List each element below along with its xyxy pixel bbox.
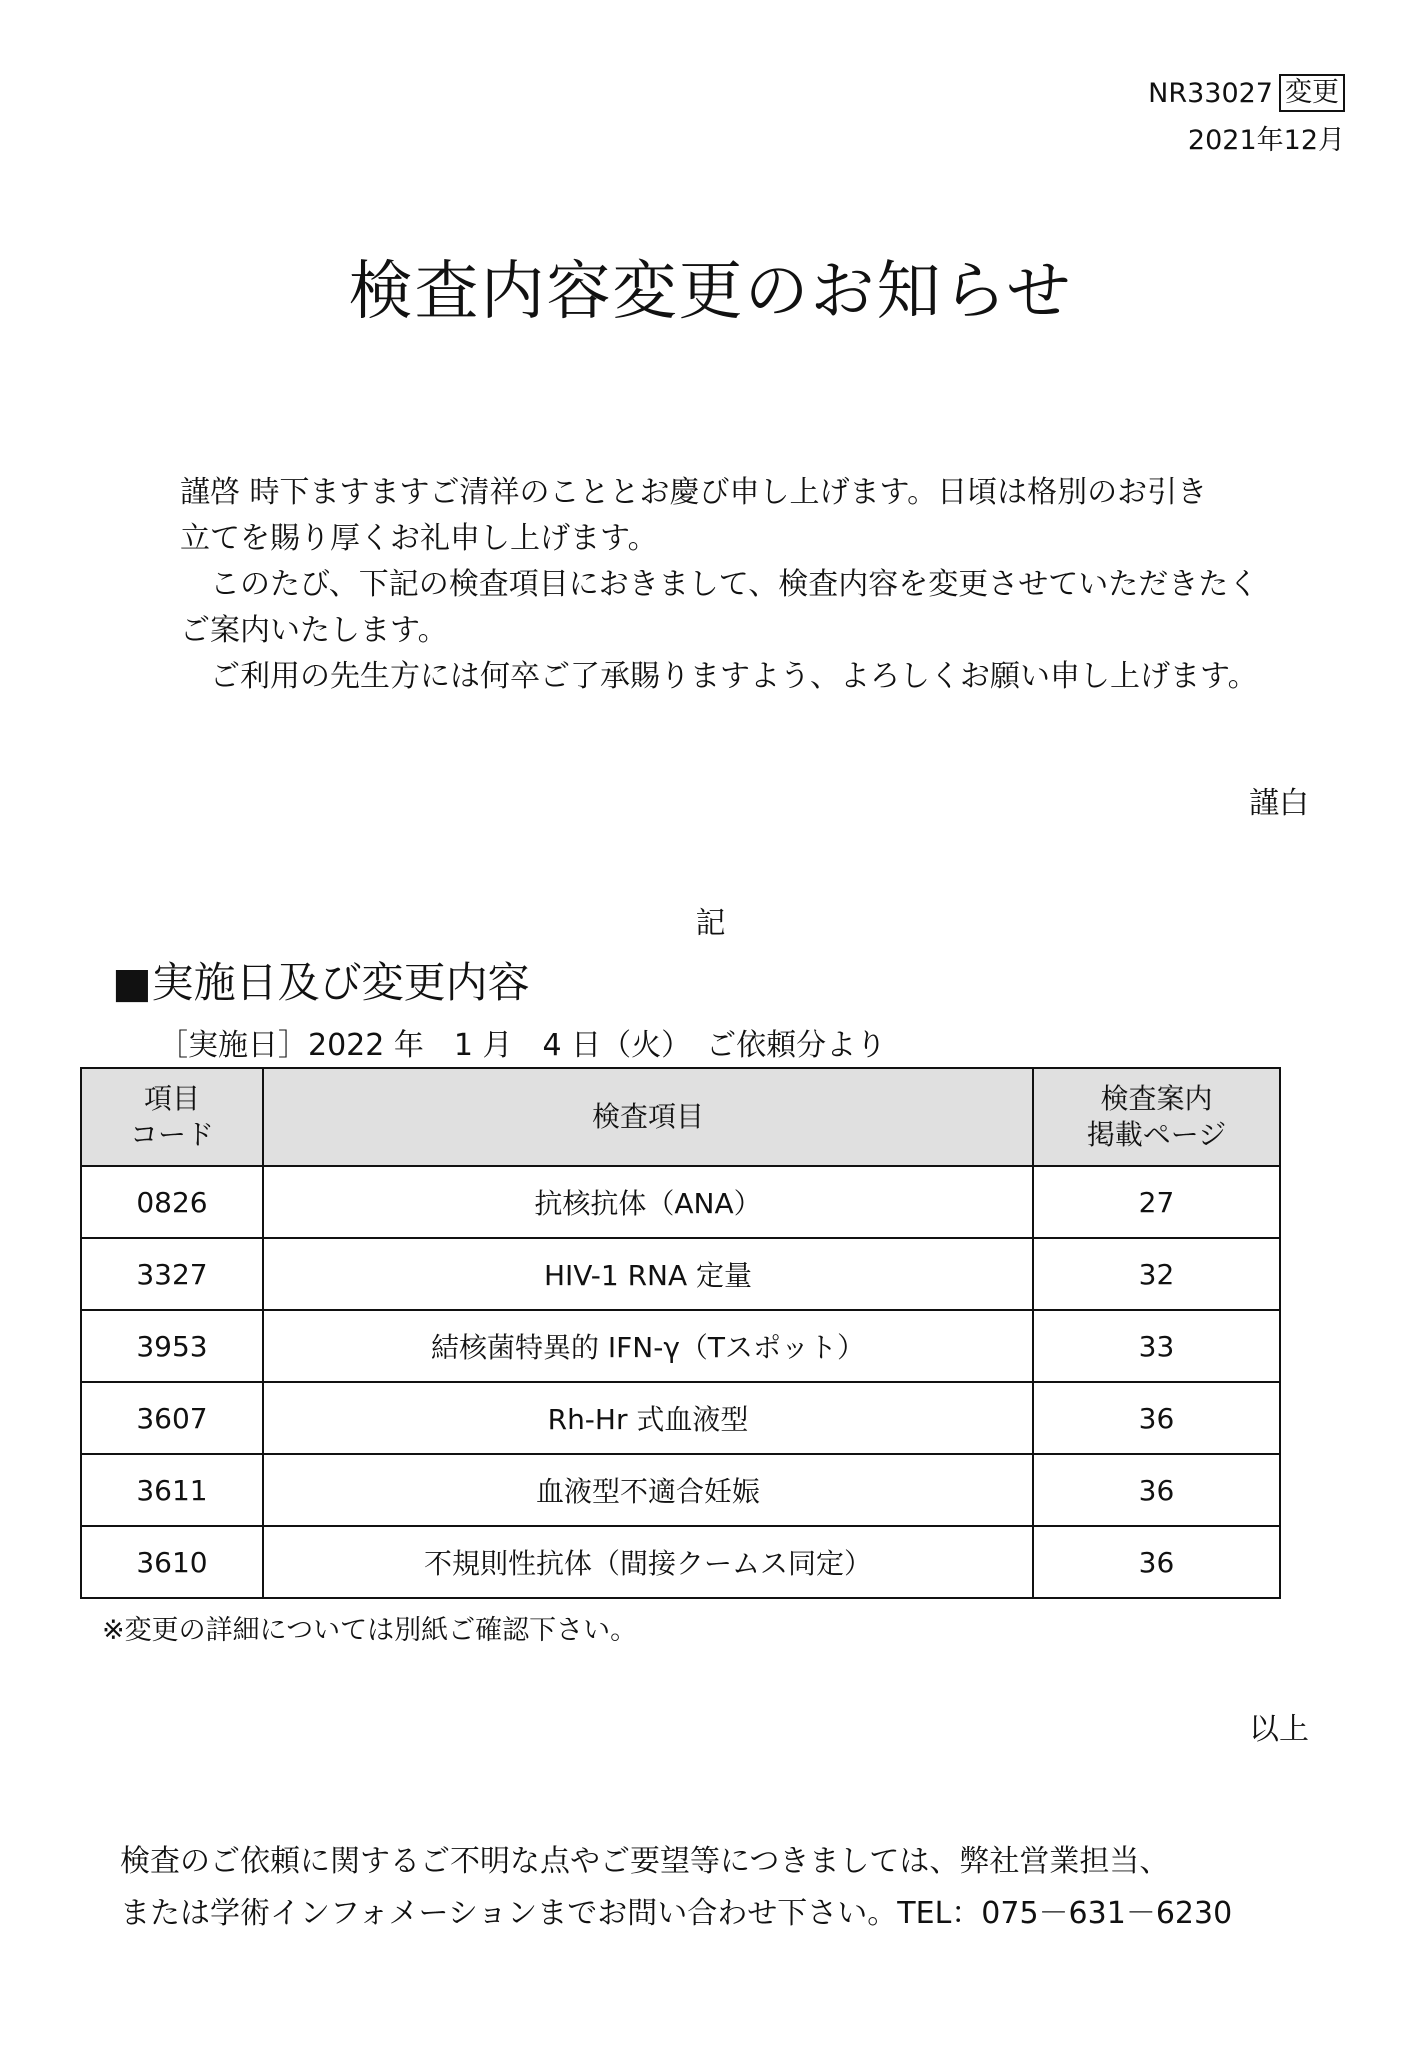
header-page	[1033, 1068, 1280, 1166]
test-change-table	[80, 1067, 1281, 1599]
issue-date: 2021年12月	[1187, 125, 1345, 156]
contact-line-1: 検査のご依頼に関するご不明な点やご要望等につきましては、弊社営業担当、	[120, 1844, 1170, 1879]
section-heading: ■実施日及び変更内容	[112, 958, 530, 1007]
closing-word: 謹白	[1249, 786, 1309, 821]
row-item: Rh-Hr 式血液型	[263, 1382, 1033, 1454]
header-item: 検査項目	[263, 1068, 1033, 1166]
table-row	[81, 1238, 1280, 1310]
contact-line-2: または学術インフォメーションまでお問い合わせ下さい。TEL：075－631－6230	[120, 1896, 1233, 1931]
row-item: 不規則性抗体（間接クームス同定）	[263, 1526, 1033, 1598]
table-row	[81, 1526, 1280, 1598]
document-number	[1148, 74, 1345, 112]
header-page-line-1: 検査案内	[1100, 1082, 1213, 1115]
row-page: 27	[1033, 1166, 1280, 1238]
table-header-row	[81, 1068, 1280, 1166]
table-row	[81, 1454, 1280, 1526]
row-code: 3953	[81, 1310, 263, 1382]
row-code: 3611	[81, 1454, 263, 1526]
row-code: 3607	[81, 1382, 263, 1454]
row-page: 36	[1033, 1382, 1280, 1454]
row-code: 0826	[81, 1166, 263, 1238]
document-number-text: NR33027	[1148, 77, 1273, 109]
effective-date: ［実施日］2022 年 1 月 4 日（火） ご依頼分より	[158, 1028, 887, 1063]
header-code-line-2: コード	[129, 1118, 214, 1151]
greeting-line-2: 立てを賜り厚くお礼申し上げます。	[180, 521, 658, 556]
table-row	[81, 1166, 1280, 1238]
row-page: 36	[1033, 1454, 1280, 1526]
row-code: 3327	[81, 1238, 263, 1310]
header-code-line-1: 項目	[143, 1082, 200, 1115]
row-page: 33	[1033, 1310, 1280, 1382]
change-tag: 変更	[1279, 74, 1345, 112]
notice-line-1: このたび、下記の検査項目におきまして、検査内容を変更させていただきたく	[180, 567, 1259, 602]
row-item: 抗核抗体（ANA）	[263, 1166, 1033, 1238]
row-page: 32	[1033, 1238, 1280, 1310]
row-code: 3610	[81, 1526, 263, 1598]
contact-info	[120, 1836, 1232, 1940]
end-marker: 以上	[1249, 1712, 1309, 1747]
table-row	[81, 1382, 1280, 1454]
table-row	[81, 1310, 1280, 1382]
row-item: 結核菌特異的 IFN-γ（Tスポット）	[263, 1310, 1033, 1382]
page-title: 検査内容変更のお知らせ	[348, 255, 1073, 329]
row-page: 36	[1033, 1526, 1280, 1598]
header-code	[81, 1068, 263, 1166]
notice-line-2: ご案内いたします。	[180, 613, 448, 648]
greeting-line-1: 謹啓 時下ますますご清祥のこととお慶び申し上げます。日頃は格別のお引き	[180, 475, 1208, 510]
greeting-paragraph	[180, 470, 1258, 700]
header-page-line-2: 掲載ページ	[1086, 1118, 1227, 1151]
footnote: ※変更の詳細については別紙ご確認下さい。	[102, 1615, 638, 1646]
row-item: 血液型不適合妊娠	[263, 1454, 1033, 1526]
row-item: HIV-1 RNA 定量	[263, 1238, 1033, 1310]
ki-marker: 記	[695, 906, 726, 941]
request-line-1: ご利用の先生方には何卒ご了承賜りますよう、よろしくお願い申し上げます。	[180, 659, 1258, 694]
